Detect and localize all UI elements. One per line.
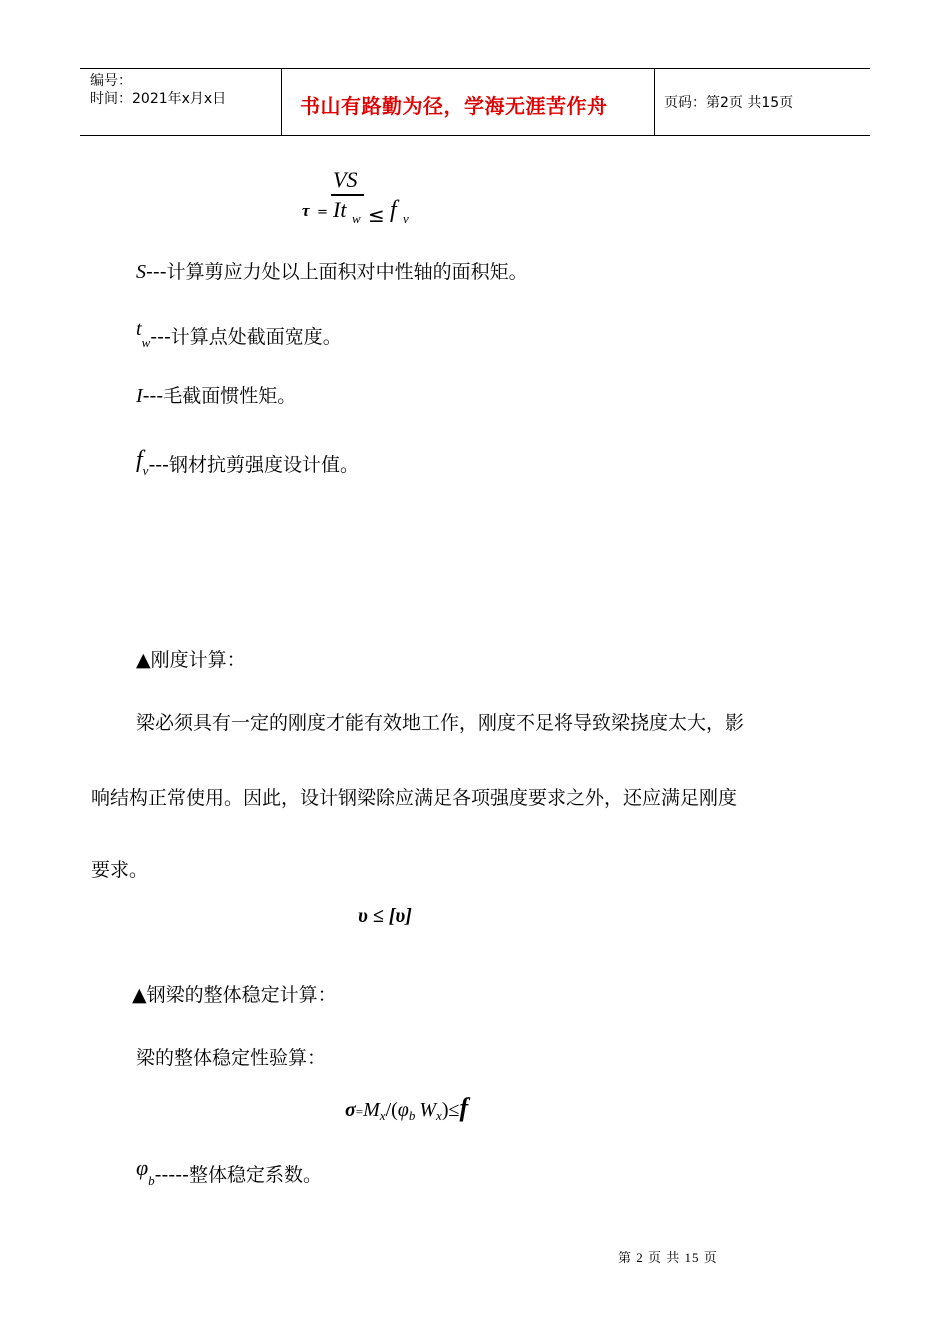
stability-formula-sigma: σ: [345, 1099, 356, 1121]
stability-formula-M: M: [363, 1099, 380, 1121]
formula-eq: =: [317, 205, 328, 220]
stability-formula-eq: =: [355, 1104, 364, 1119]
symbol-phi: φ: [136, 1155, 149, 1180]
definition-tw-text: ---计算点处截面宽度。: [150, 326, 342, 348]
formula-leq: ≤: [368, 203, 385, 227]
fraction-bar: [331, 194, 364, 196]
page-footer: 第 2 页 共 15 页: [618, 1250, 718, 1265]
stiffness-paragraph-line1: 梁必须具有一定的刚度才能有效地工作，刚度不足将导致梁挠度太大，影: [136, 712, 745, 734]
stability-formula-x1: x: [379, 1108, 386, 1123]
header-divider-right: [654, 68, 655, 136]
stability-heading: ▲钢梁的整体稳定计算：: [132, 984, 337, 1006]
definition-I-text: ---毛截面惯性矩。: [142, 385, 297, 407]
symbol-f: f: [136, 447, 143, 473]
stiffness-paragraph-line3: 要求。: [91, 859, 149, 881]
stability-formula-phi: φ: [397, 1099, 409, 1121]
definition-fv-text: ---钢材抗剪强度设计值。: [148, 454, 360, 476]
definition-tw: [136, 318, 342, 351]
formula-rhs-sub: v: [403, 211, 409, 226]
header-motto: 书山有路勤为径，学海无涯苦作舟: [300, 94, 608, 118]
symbol-t-sub: w: [141, 335, 151, 350]
definition-I: [136, 381, 296, 408]
header-top-rule: [80, 68, 870, 69]
definition-S-text: ---计算剪应力处以上面积对中性轴的面积矩。: [146, 261, 528, 283]
stiffness-heading: ▲刚度计算：: [136, 649, 246, 671]
shear-formula: [300, 165, 450, 235]
stability-formula-slash: /(: [385, 1099, 398, 1121]
symbol-t: t: [136, 318, 142, 340]
symbol-S: S: [136, 261, 146, 283]
formula-numerator: VS: [333, 167, 358, 192]
stability-formula-close: ): [441, 1099, 449, 1121]
formula-rhs-f: f: [390, 197, 397, 223]
formula-denominator-sub: w: [352, 211, 361, 226]
header-time-label: 时间：2021年x月x日: [90, 91, 227, 107]
stability-formula-f: f: [459, 1093, 469, 1122]
stability-formula-b: b: [408, 1108, 416, 1123]
stiffness-paragraph-line2: 响结构正常使用。因此，设计钢梁除应满足各项强度要求之外，还应满足刚度: [91, 787, 738, 809]
definition-S: [136, 257, 528, 284]
stability-formula-leq: ≤: [448, 1099, 460, 1121]
header-number-label: 编号：: [90, 73, 132, 89]
formula-lhs-tau: τ: [302, 201, 310, 220]
stability-formula: [345, 1093, 468, 1124]
header-bottom-rule: [80, 135, 870, 136]
stability-subheading: 梁的整体稳定性验算：: [136, 1047, 327, 1069]
definition-phi-b: [136, 1155, 322, 1189]
formula-denominator: It: [333, 197, 347, 222]
stability-formula-W: W: [419, 1099, 437, 1121]
definition-phi-b-text: -----整体稳定系数。: [154, 1164, 322, 1186]
symbol-I: I: [136, 385, 143, 407]
header-divider-left: [281, 68, 282, 136]
stability-formula-x2: x: [436, 1108, 442, 1123]
header-page-label: 页码：第2页 共15页: [664, 95, 794, 111]
symbol-f-sub: v: [142, 463, 149, 478]
symbol-phi-sub: b: [148, 1173, 155, 1188]
stiffness-formula: υ ≤ [υ]: [358, 905, 412, 927]
definition-fv: [136, 447, 360, 479]
